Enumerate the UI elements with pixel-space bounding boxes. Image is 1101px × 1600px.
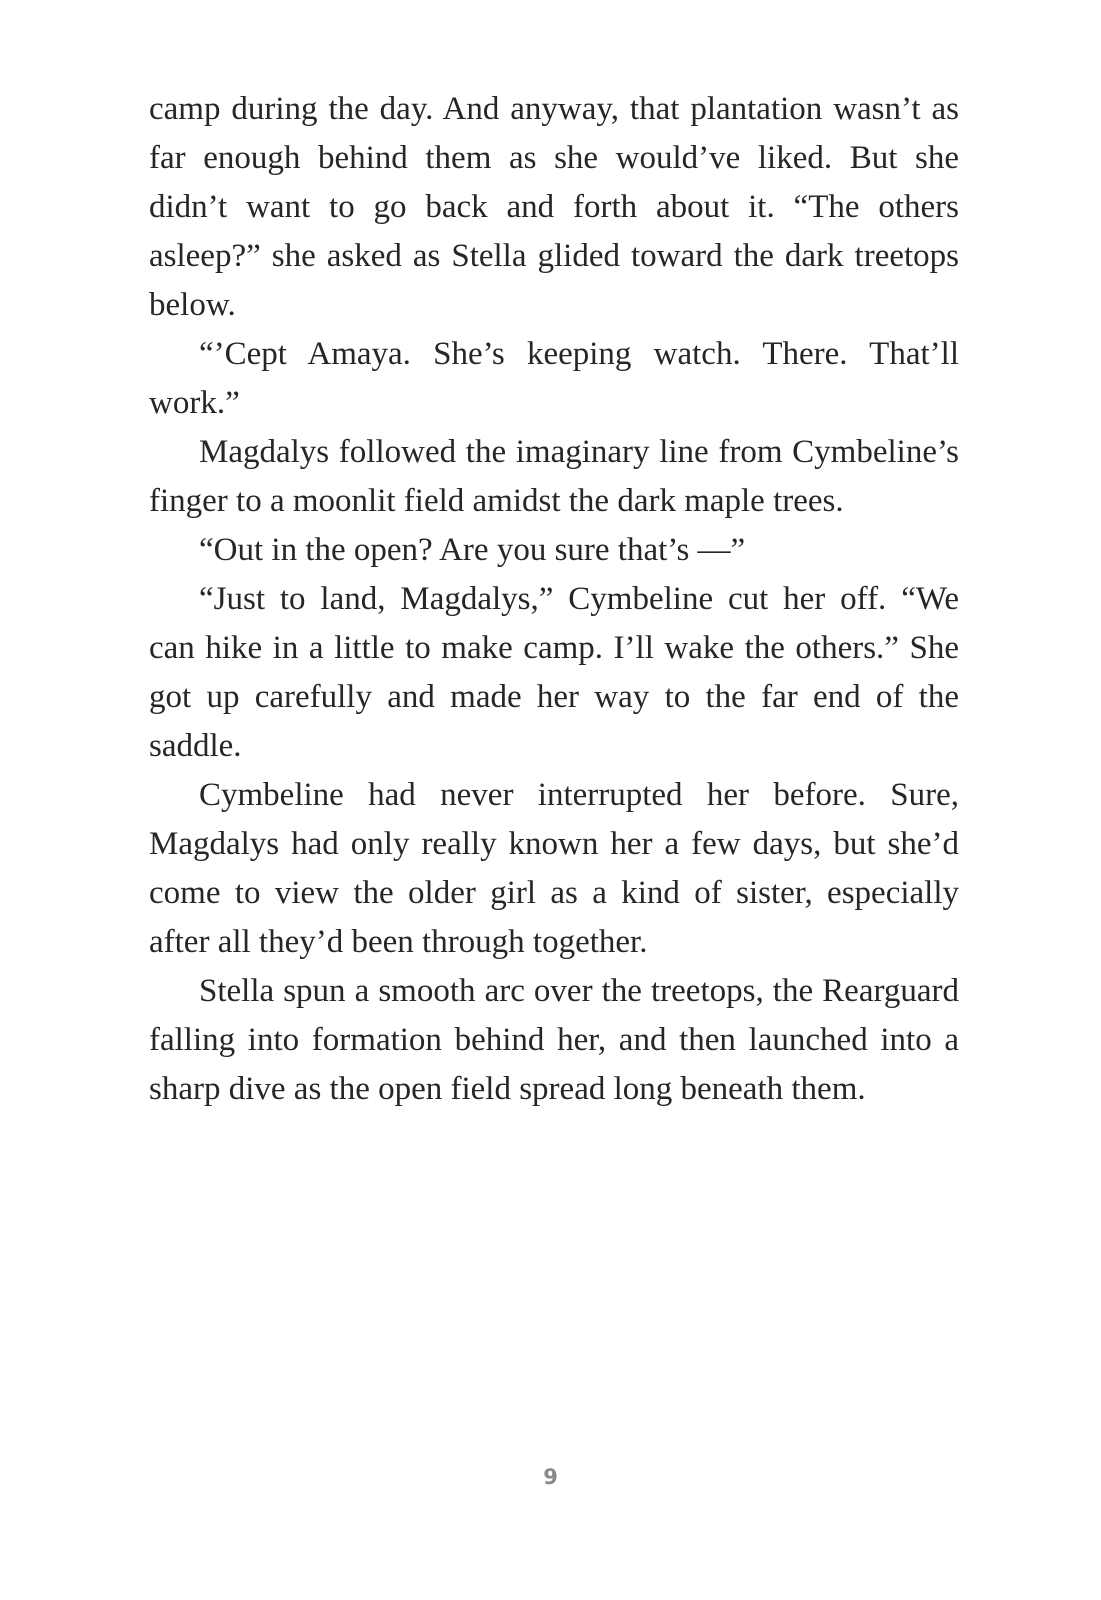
paragraph: Stella spun a smooth arc over the treetops, the Rearguard falling into formation behind her, and then launched into a sharp dive as the open field spread long beneath them. <box>149 973 959 1107</box>
paragraph: Magdalys followed the imaginary line from Cymbeline’s finger to a moonlit field amidst the dark maple trees. <box>149 434 959 519</box>
page-number: 9 <box>543 1465 558 1489</box>
paragraph: “Out in the open? Are you sure that’s —” <box>199 532 746 568</box>
paragraph: camp during the day. And anyway, that plantation wasn’t as far enough behind them as she would’ve liked. But she didn’t want to go back and forth about it. “The others asleep?” she asked as Stella glided toward the dark treetops below. <box>149 91 959 323</box>
body-text <box>149 85 959 1114</box>
paragraph: “’Cept Amaya. She’s keeping watch. There. That’ll work.” <box>149 336 959 421</box>
paragraph: “Just to land, Magdalys,” Cymbeline cut her off. “We can hike in a little to make camp. I’ll wake the others.” She got up carefully and made her way to the far end of the saddle. <box>149 581 959 764</box>
paragraph: Cymbeline had never interrupted her before. Sure, Magdalys had only really known her a few days, but she’d come to view the older girl as a kind of sister, especially after all they’d been through together. <box>149 777 959 960</box>
